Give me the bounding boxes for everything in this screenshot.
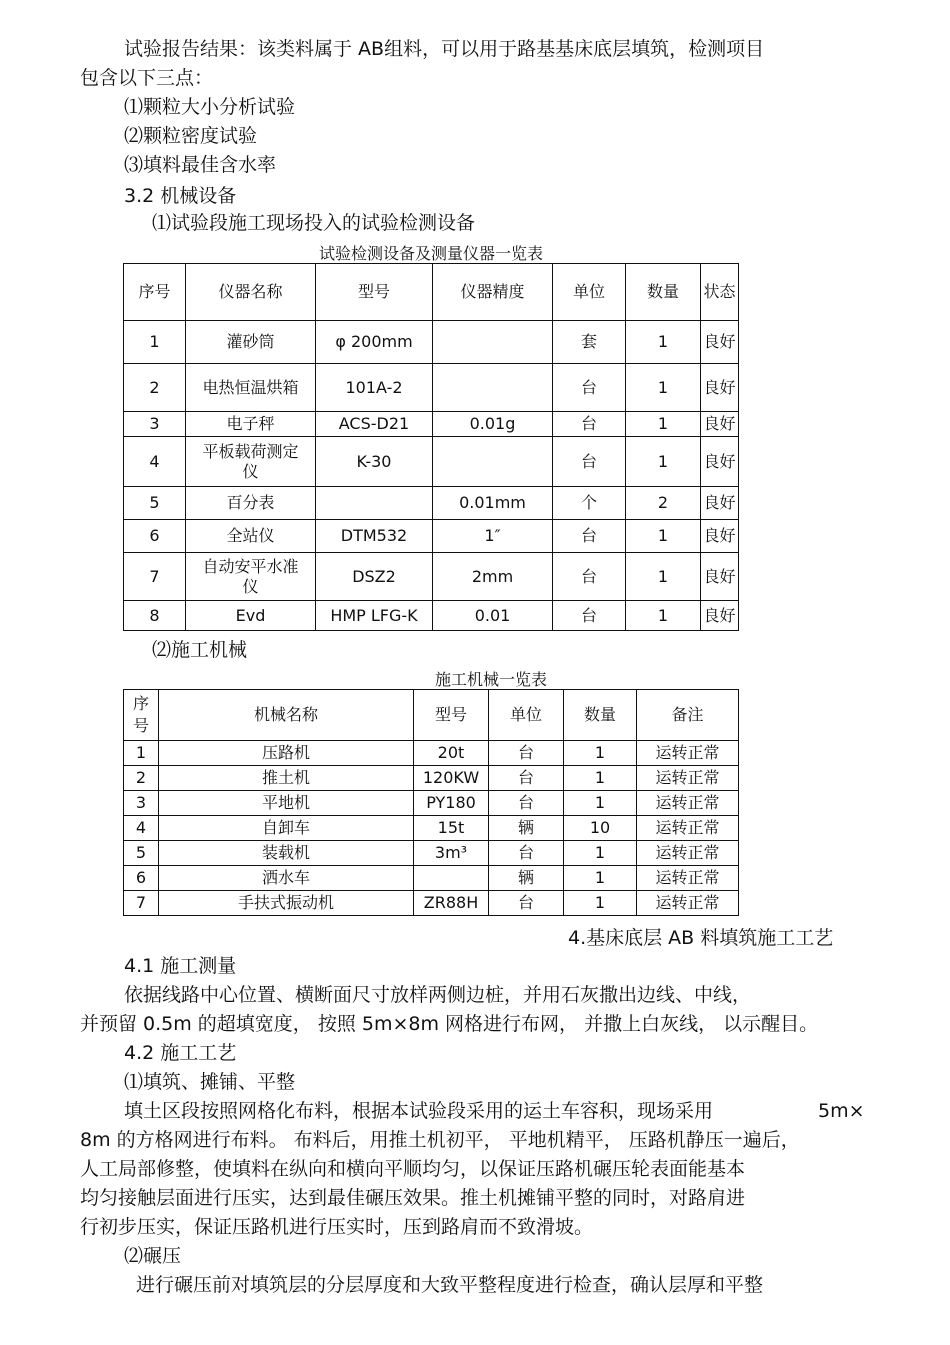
table-cell: ACS-D21 <box>316 412 433 437</box>
table-cell: 良好 <box>701 520 739 553</box>
table-row <box>124 816 739 841</box>
table2-caption: 施工机械一览表 <box>434 670 547 689</box>
table-cell: 1 <box>626 437 701 487</box>
table-cell: 运转正常 <box>637 816 739 841</box>
table-cell: 7 <box>124 891 159 916</box>
table-cell: 台 <box>489 891 564 916</box>
table-cell: 1″ <box>433 520 553 553</box>
table-cell: 1 <box>564 766 637 791</box>
table-cell: 电子秤 <box>186 412 316 437</box>
table-cell: 台 <box>489 841 564 866</box>
table-cell <box>433 364 553 412</box>
table-cell: 4 <box>124 816 159 841</box>
table-cell: K-30 <box>316 437 433 487</box>
table-cell: 101A-2 <box>316 364 433 412</box>
table-cell: 手扶式振动机 <box>159 891 414 916</box>
table-cell: 1 <box>124 741 159 766</box>
table-cell <box>433 321 553 364</box>
table-cell: 4 <box>124 437 186 487</box>
table-cell: 8 <box>124 601 186 631</box>
table-cell: 1 <box>626 601 701 631</box>
table-cell: 洒水车 <box>159 866 414 891</box>
table-cell: 良好 <box>701 321 739 364</box>
table-cell: 推土机 <box>159 766 414 791</box>
table-cell: 1 <box>124 321 186 364</box>
table-cell: 平地机 <box>159 791 414 816</box>
table-cell: 0.01g <box>433 412 553 437</box>
table-cell: 1 <box>626 321 701 364</box>
table-cell: 百分表 <box>186 487 316 520</box>
table-header-row <box>124 264 739 321</box>
table-cell: 运转正常 <box>637 791 739 816</box>
instrument-name: 电热恒温烘箱 <box>202 377 299 397</box>
table-row <box>124 520 739 553</box>
fill-subheading: ⑴填筑、摊铺、平整 <box>124 1071 296 1093</box>
equipment-subheading: ⑴试验段施工现场投入的试验检测设备 <box>152 212 476 234</box>
p1-line-2: 8m 的方格网进行布料。 布料后，用推土机初平， 平地机精平， 压路机静压一遍后， <box>80 1129 800 1151</box>
test-equipment-table <box>123 263 739 631</box>
table-row <box>124 412 739 437</box>
header-seq: 序号 <box>132 694 149 735</box>
table-cell: 台 <box>553 437 626 487</box>
table-cell: 1 <box>626 412 701 437</box>
p1-line-4: 均匀接触层面进行压实，达到最佳碾压效果。推土机摊铺平整的同时，对路肩进 <box>80 1187 746 1209</box>
table-cell: 装载机 <box>159 841 414 866</box>
table-cell: 良好 <box>701 553 739 601</box>
table-cell: 辆 <box>489 866 564 891</box>
table-cell: 灌砂筒 <box>186 321 316 364</box>
compaction-subheading: ⑵碾压 <box>124 1245 182 1267</box>
section-4-2-heading: 4.2 施工工艺 <box>124 1042 237 1064</box>
table-cell: 2mm <box>433 553 553 601</box>
table-cell: 台 <box>553 553 626 601</box>
table-row <box>124 791 739 816</box>
table-cell: 1 <box>564 841 637 866</box>
header-cell: 备注 <box>637 690 739 741</box>
table-cell: 运转正常 <box>637 866 739 891</box>
intro-item-1: ⑴颗粒大小分析试验 <box>124 96 296 118</box>
machinery-table <box>123 689 739 916</box>
header-cell: 机械名称 <box>159 690 414 741</box>
header-cell: 单位 <box>489 690 564 741</box>
intro-item-2: ⑵颗粒密度试验 <box>124 125 258 147</box>
table-cell: 良好 <box>701 364 739 412</box>
p1-line-1: 填土区段按照网格化布料，根据本试验段采用的运土车容积，现场采用 <box>124 1100 714 1122</box>
table-cell: 2 <box>124 364 186 412</box>
p2-line-1: 进行碾压前对填筑层的分层厚度和大致平整程度进行检查，确认层厚和平整 <box>136 1274 764 1296</box>
table-cell: DTM532 <box>316 520 433 553</box>
table-cell: 120KW <box>414 766 489 791</box>
table-header-row <box>124 690 739 741</box>
instrument-name: 平板载荷测定仪 <box>202 441 299 481</box>
table-cell: 运转正常 <box>637 891 739 916</box>
instrument-name: 自动安平水准仪 <box>202 556 299 596</box>
table-cell: DSZ2 <box>316 553 433 601</box>
table-row <box>124 364 739 412</box>
header-cell: 型号 <box>316 264 433 321</box>
table-cell: 5 <box>124 841 159 866</box>
table-cell: 全站仪 <box>186 520 316 553</box>
table-cell: 良好 <box>701 412 739 437</box>
header-cell: 型号 <box>414 690 489 741</box>
table-cell: 台 <box>489 741 564 766</box>
table-cell: 运转正常 <box>637 741 739 766</box>
table-cell: 7 <box>124 553 186 601</box>
table-cell: 1 <box>626 520 701 553</box>
table-cell: 1 <box>564 741 637 766</box>
section-3-2-heading: 3.2 机械设备 <box>124 185 237 207</box>
table-cell: 3 <box>124 791 159 816</box>
table-cell: 台 <box>489 766 564 791</box>
table-cell: 3 <box>124 412 186 437</box>
table-cell: 台 <box>489 791 564 816</box>
table-cell: 1 <box>626 364 701 412</box>
table-row <box>124 553 739 601</box>
section-4-1-heading: 4.1 施工测量 <box>124 955 237 977</box>
table-cell: 运转正常 <box>637 841 739 866</box>
table-row <box>124 741 739 766</box>
table-cell: 个 <box>553 487 626 520</box>
table-cell <box>186 437 316 487</box>
table-cell: 台 <box>553 412 626 437</box>
table-cell: 2 <box>626 487 701 520</box>
p1-line-5: 行初步压实，保证压路机进行压实时，压到路肩而不致滑坡。 <box>80 1216 594 1238</box>
table-row <box>124 841 739 866</box>
table-cell: 0.01mm <box>433 487 553 520</box>
table-cell: 1 <box>564 866 637 891</box>
p41-line-2: 并预留 0.5m 的超填宽度， 按照 5m×8m 网格进行布网， 并撒上白灰线， 以示醒目。 <box>80 1013 819 1035</box>
table-cell: 台 <box>553 601 626 631</box>
table-cell: 良好 <box>701 601 739 631</box>
table-cell: φ 200mm <box>316 321 433 364</box>
table-cell: 压路机 <box>159 741 414 766</box>
intro-line-2: 包含以下三点： <box>80 67 214 89</box>
table-row <box>124 766 739 791</box>
table-cell: 2 <box>124 766 159 791</box>
table-cell <box>414 866 489 891</box>
table-cell: 台 <box>553 520 626 553</box>
header-cell: 数量 <box>626 264 701 321</box>
table-row <box>124 866 739 891</box>
table-cell: 6 <box>124 866 159 891</box>
table-cell: 良好 <box>701 487 739 520</box>
table-cell <box>316 487 433 520</box>
table-row <box>124 891 739 916</box>
table-cell: 3m³ <box>414 841 489 866</box>
table1-caption: 试验检测设备及测量仪器一览表 <box>318 244 543 263</box>
table-cell: HMP LFG-K <box>316 601 433 631</box>
table-row <box>124 437 739 487</box>
header-cell: 单位 <box>553 264 626 321</box>
table-cell: Evd <box>186 601 316 631</box>
header-cell: 仪器精度 <box>433 264 553 321</box>
header-cell: 序号 <box>124 264 186 321</box>
table-cell <box>186 553 316 601</box>
table-row <box>124 601 739 631</box>
header-cell: 仪器名称 <box>186 264 316 321</box>
p41-line-1: 依据线路中心位置、横断面尺寸放样两侧边桩，并用石灰撒出边线、中线， <box>124 984 752 1006</box>
table-cell: 10 <box>564 816 637 841</box>
intro-item-3: ⑶填料最佳含水率 <box>124 154 277 176</box>
table-cell: 辆 <box>489 816 564 841</box>
table-cell: 自卸车 <box>159 816 414 841</box>
table-cell <box>186 364 316 412</box>
table-cell: 20t <box>414 741 489 766</box>
section-4-heading: 4.基床底层 AB 料填筑施工工艺 <box>568 927 834 949</box>
table-cell: 1 <box>626 553 701 601</box>
p1-line-3: 人工局部修整，使填料在纵向和横向平顺均匀，以保证压路机碾压轮表面能基本 <box>80 1158 746 1180</box>
table-cell: 5 <box>124 487 186 520</box>
table-cell <box>433 437 553 487</box>
table-cell: 台 <box>553 364 626 412</box>
header-cell <box>124 690 159 741</box>
table-cell: 1 <box>564 891 637 916</box>
intro-line-1: 试验报告结果：该类料属于 AB组料，可以用于路基基床底层填筑，检测项目 <box>124 38 765 60</box>
header-cell: 状态 <box>701 264 739 321</box>
table-cell: 运转正常 <box>637 766 739 791</box>
table-cell: 0.01 <box>433 601 553 631</box>
table-cell: 套 <box>553 321 626 364</box>
table-cell: PY180 <box>414 791 489 816</box>
header-cell: 数量 <box>564 690 637 741</box>
table-cell: 1 <box>564 791 637 816</box>
table-cell: 良好 <box>701 437 739 487</box>
table-row <box>124 487 739 520</box>
table-cell: ZR88H <box>414 891 489 916</box>
table-row <box>124 321 739 364</box>
machinery-subheading: ⑵施工机械 <box>152 639 248 661</box>
table-cell: 15t <box>414 816 489 841</box>
table-cell: 6 <box>124 520 186 553</box>
p1-line-1-tail: 5m× <box>818 1100 865 1122</box>
